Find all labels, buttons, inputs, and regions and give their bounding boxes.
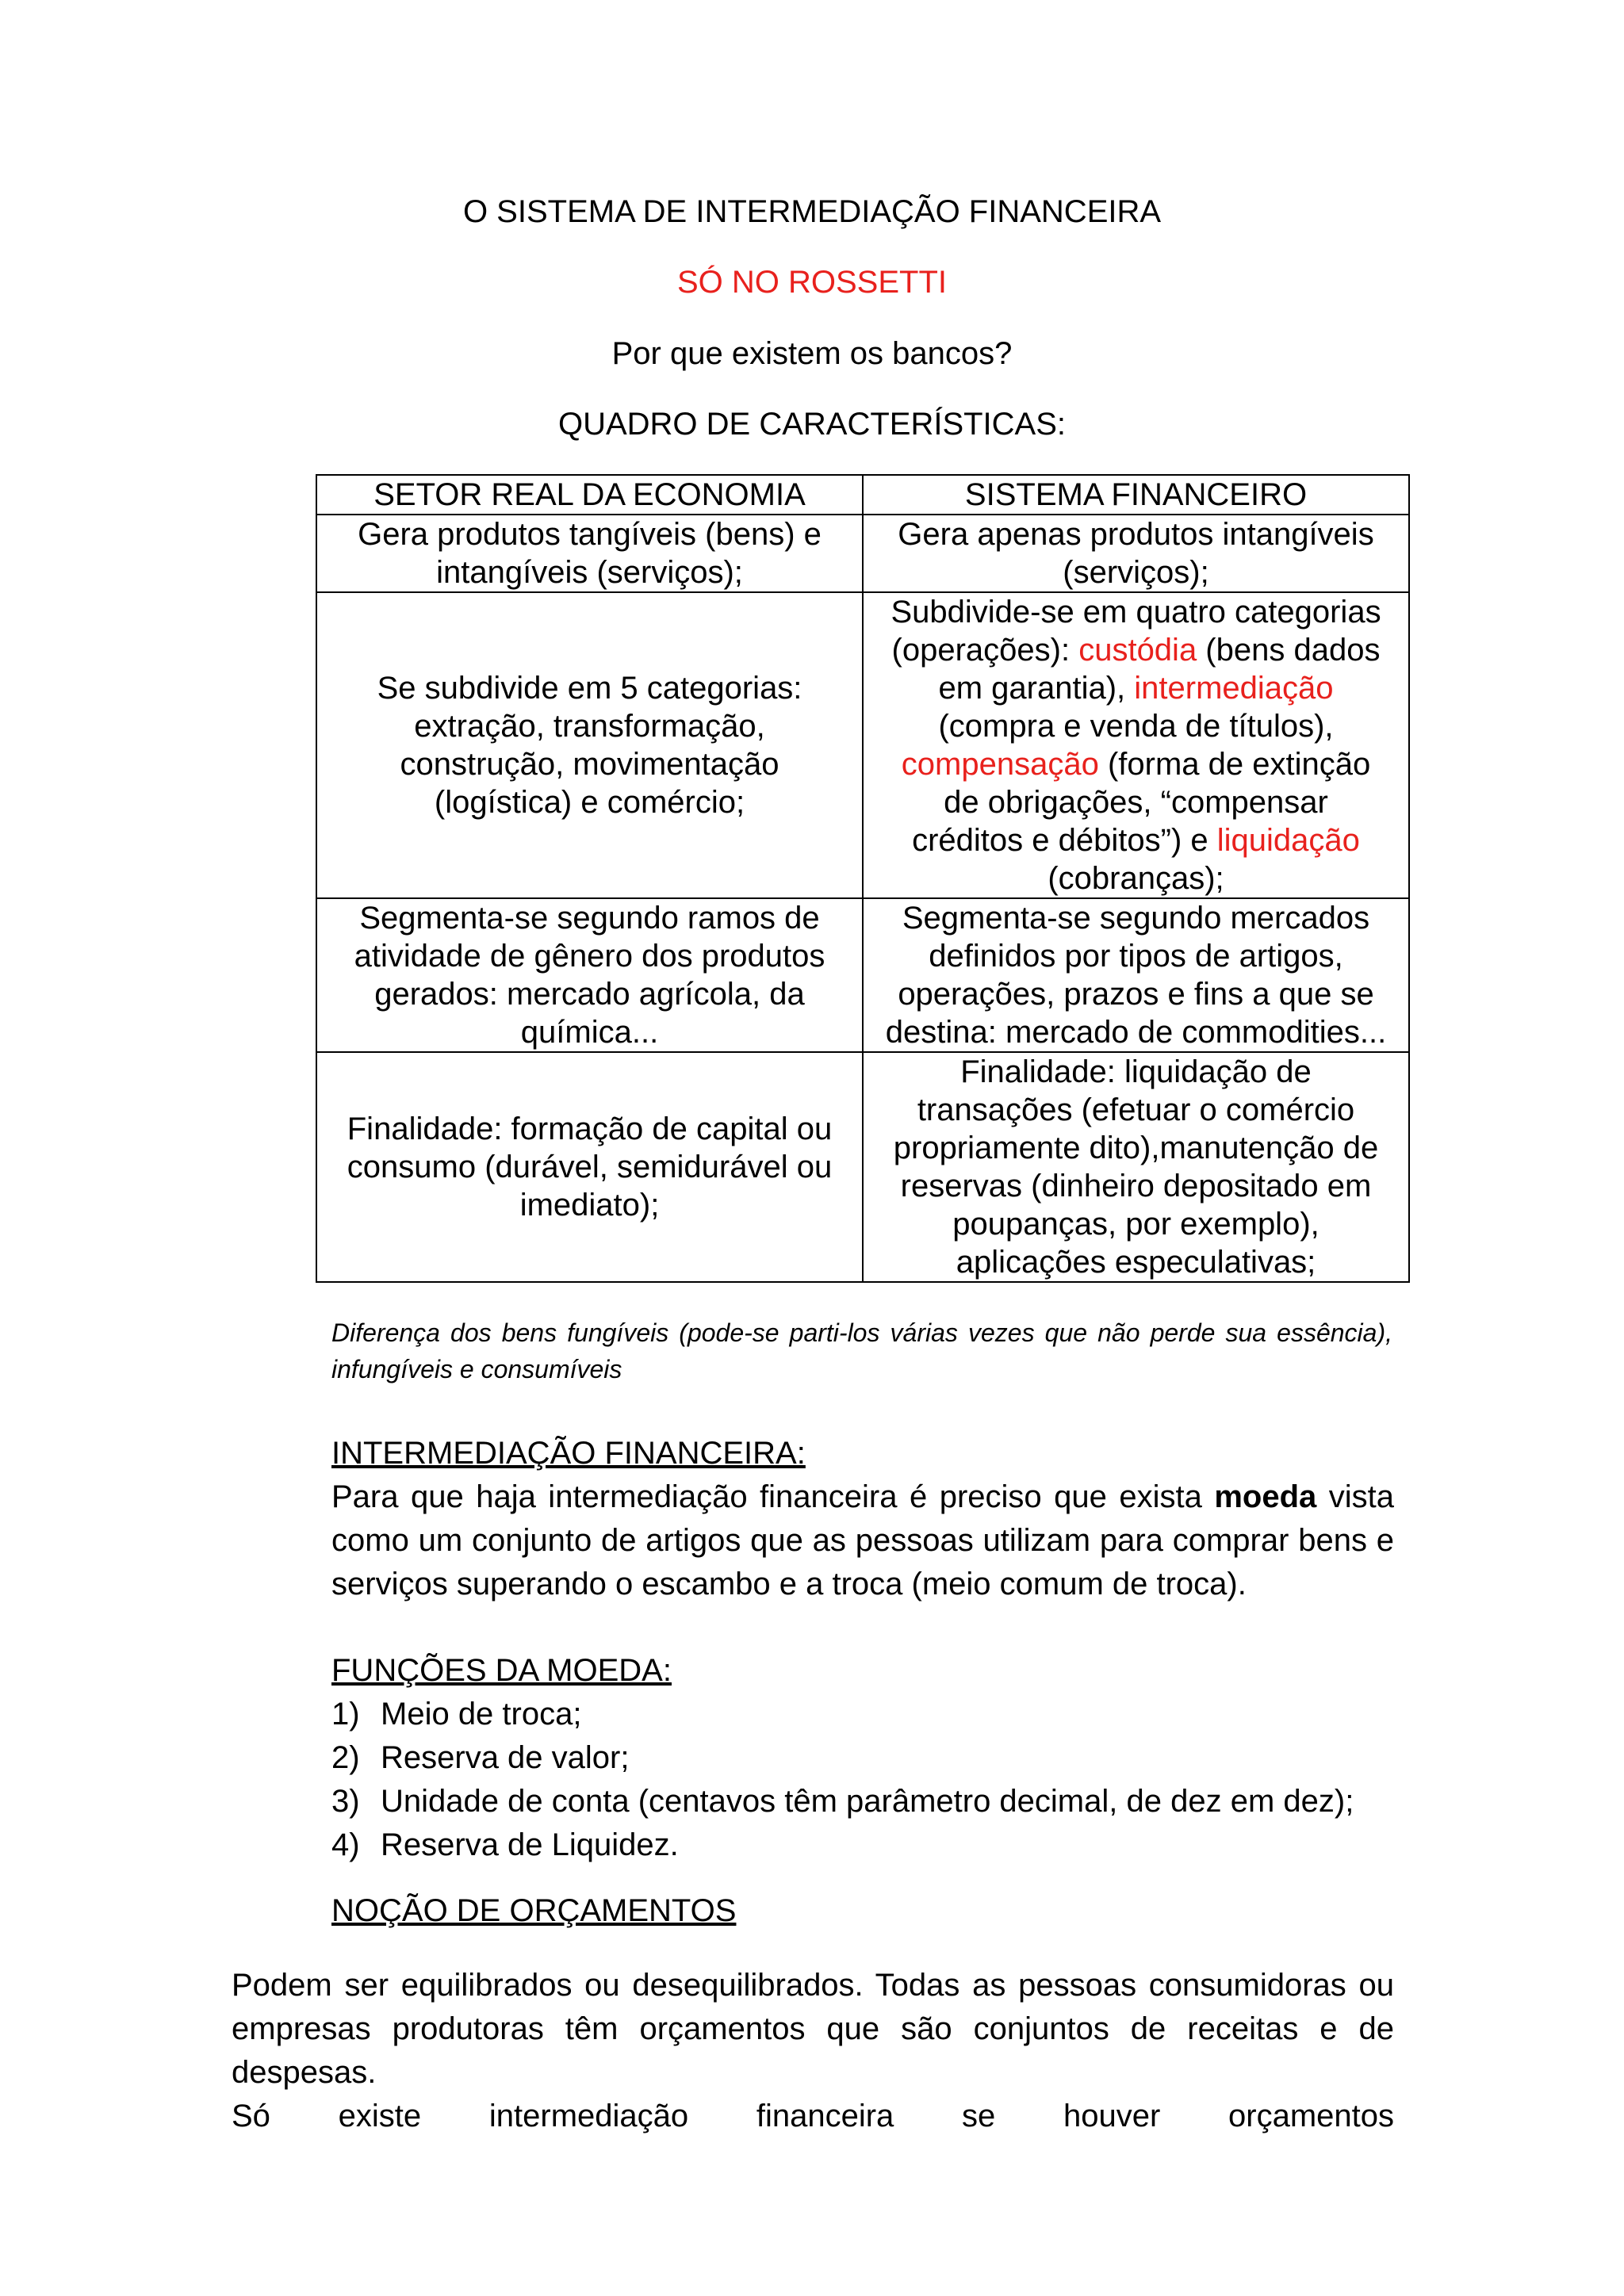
document-title: O SISTEMA DE INTERMEDIAÇÃO FINANCEIRA [462,194,1162,229]
characteristics-table [316,474,1410,1283]
table-row [316,1052,1409,1282]
list-item: 1) Meio de troca; [331,1697,582,1732]
cell-right: Subdivide-se em quatro categorias (operações): custódia (bens dados em garantia), intermediação (compra e venda de títulos), compensação (forma de extinção de obrigações, “compensar créditos e débitos”) e liquidação (cobranças); [863,592,1409,898]
cell-right: Gera apenas produtos intangíveis (serviços); [863,515,1409,592]
funcoes-heading: FUNÇÕES DA MOEDA: [331,1653,672,1688]
cell-left: Se subdivide em 5 categorias: extração, transformação, construção, movimentação (logística) e comércio; [316,592,863,898]
header-sistema-financeiro: SISTEMA FINANCEIRO [863,475,1409,515]
cell-left: Finalidade: formação de capital ou consumo (durável, semidurável ou imediato); [316,1052,863,1282]
cell-left: Segmenta-se segundo ramos de atividade de gênero dos produtos gerados: mercado agrícola, da química... [316,898,863,1052]
document-subtitle: SÓ NO ROSSETTI [676,265,948,300]
table-row [316,515,1409,592]
list-item: 3) Unidade de conta (centavos têm parâmetro decimal, de dez em dez); [331,1784,1354,1819]
table-heading: QUADRO DE CARACTERÍSTICAS: [557,407,1067,442]
orcamentos-paragraph: Podem ser equilibrados ou desequilibrados. Todas as pessoas consumidoras ou empresas produtoras têm orçamentos que são conjuntos de receitas e de despesas. Só existe intermediação financeira se houver orçamentos [232,1964,1394,2138]
moeda-bold: moeda [1214,1479,1317,1514]
list-item: 4) Reserva de Liquidez. [331,1827,679,1862]
table-row [316,898,1409,1052]
funcoes-section [331,1649,1394,1867]
last-line: Só existe intermediação financeira se houver orçamentos [232,2099,1394,2133]
orcamentos-heading: NOÇÃO DE ORÇAMENTOS [331,1893,737,1928]
table-row [316,592,1409,898]
intermediacao-heading: INTERMEDIAÇÃO FINANCEIRA: [331,1436,806,1471]
table-header-row [316,475,1409,515]
header-setor-real: SETOR REAL DA ECONOMIA [316,475,863,515]
fungible-goods-note: Diferença dos bens fungíveis (pode-se parti-los várias vezes que não perde sua essência), infungíveis e consumíveis [331,1318,1392,1383]
highlight-custodia: custódia [1078,633,1197,668]
highlight-liquidacao: liquidação [1216,823,1360,858]
intermediacao-paragraph: Para que haja intermediação financeira é preciso que exista moeda vista como um conjunto de artigos que as pessoas utilizam para comprar bens e serviços superando o escambo e a troca (meio comum de troca). [331,1479,1395,1601]
cell-left: Gera produtos tangíveis (bens) e intangíveis (serviços); [316,515,863,592]
cell-right: Finalidade: liquidação de transações (efetuar o comércio propriamente dito),manutenção de reservas (dinheiro depositado em poupanças, por exemplo), aplicações especulativas; [863,1052,1409,1282]
intermediacao-section [331,1432,1394,1606]
highlight-compensacao: compensação [901,747,1099,782]
orcamentos-section [331,1889,1394,1933]
question-line: Por que existem os bancos? [611,336,1013,371]
cell-right: Segmenta-se segundo mercados definidos por tipos de artigos, operações, prazos e fins a que se destina: mercado de commodities... [863,898,1409,1052]
list-item: 2) Reserva de valor; [331,1740,630,1775]
highlight-intermediacao: intermediação [1134,671,1334,706]
